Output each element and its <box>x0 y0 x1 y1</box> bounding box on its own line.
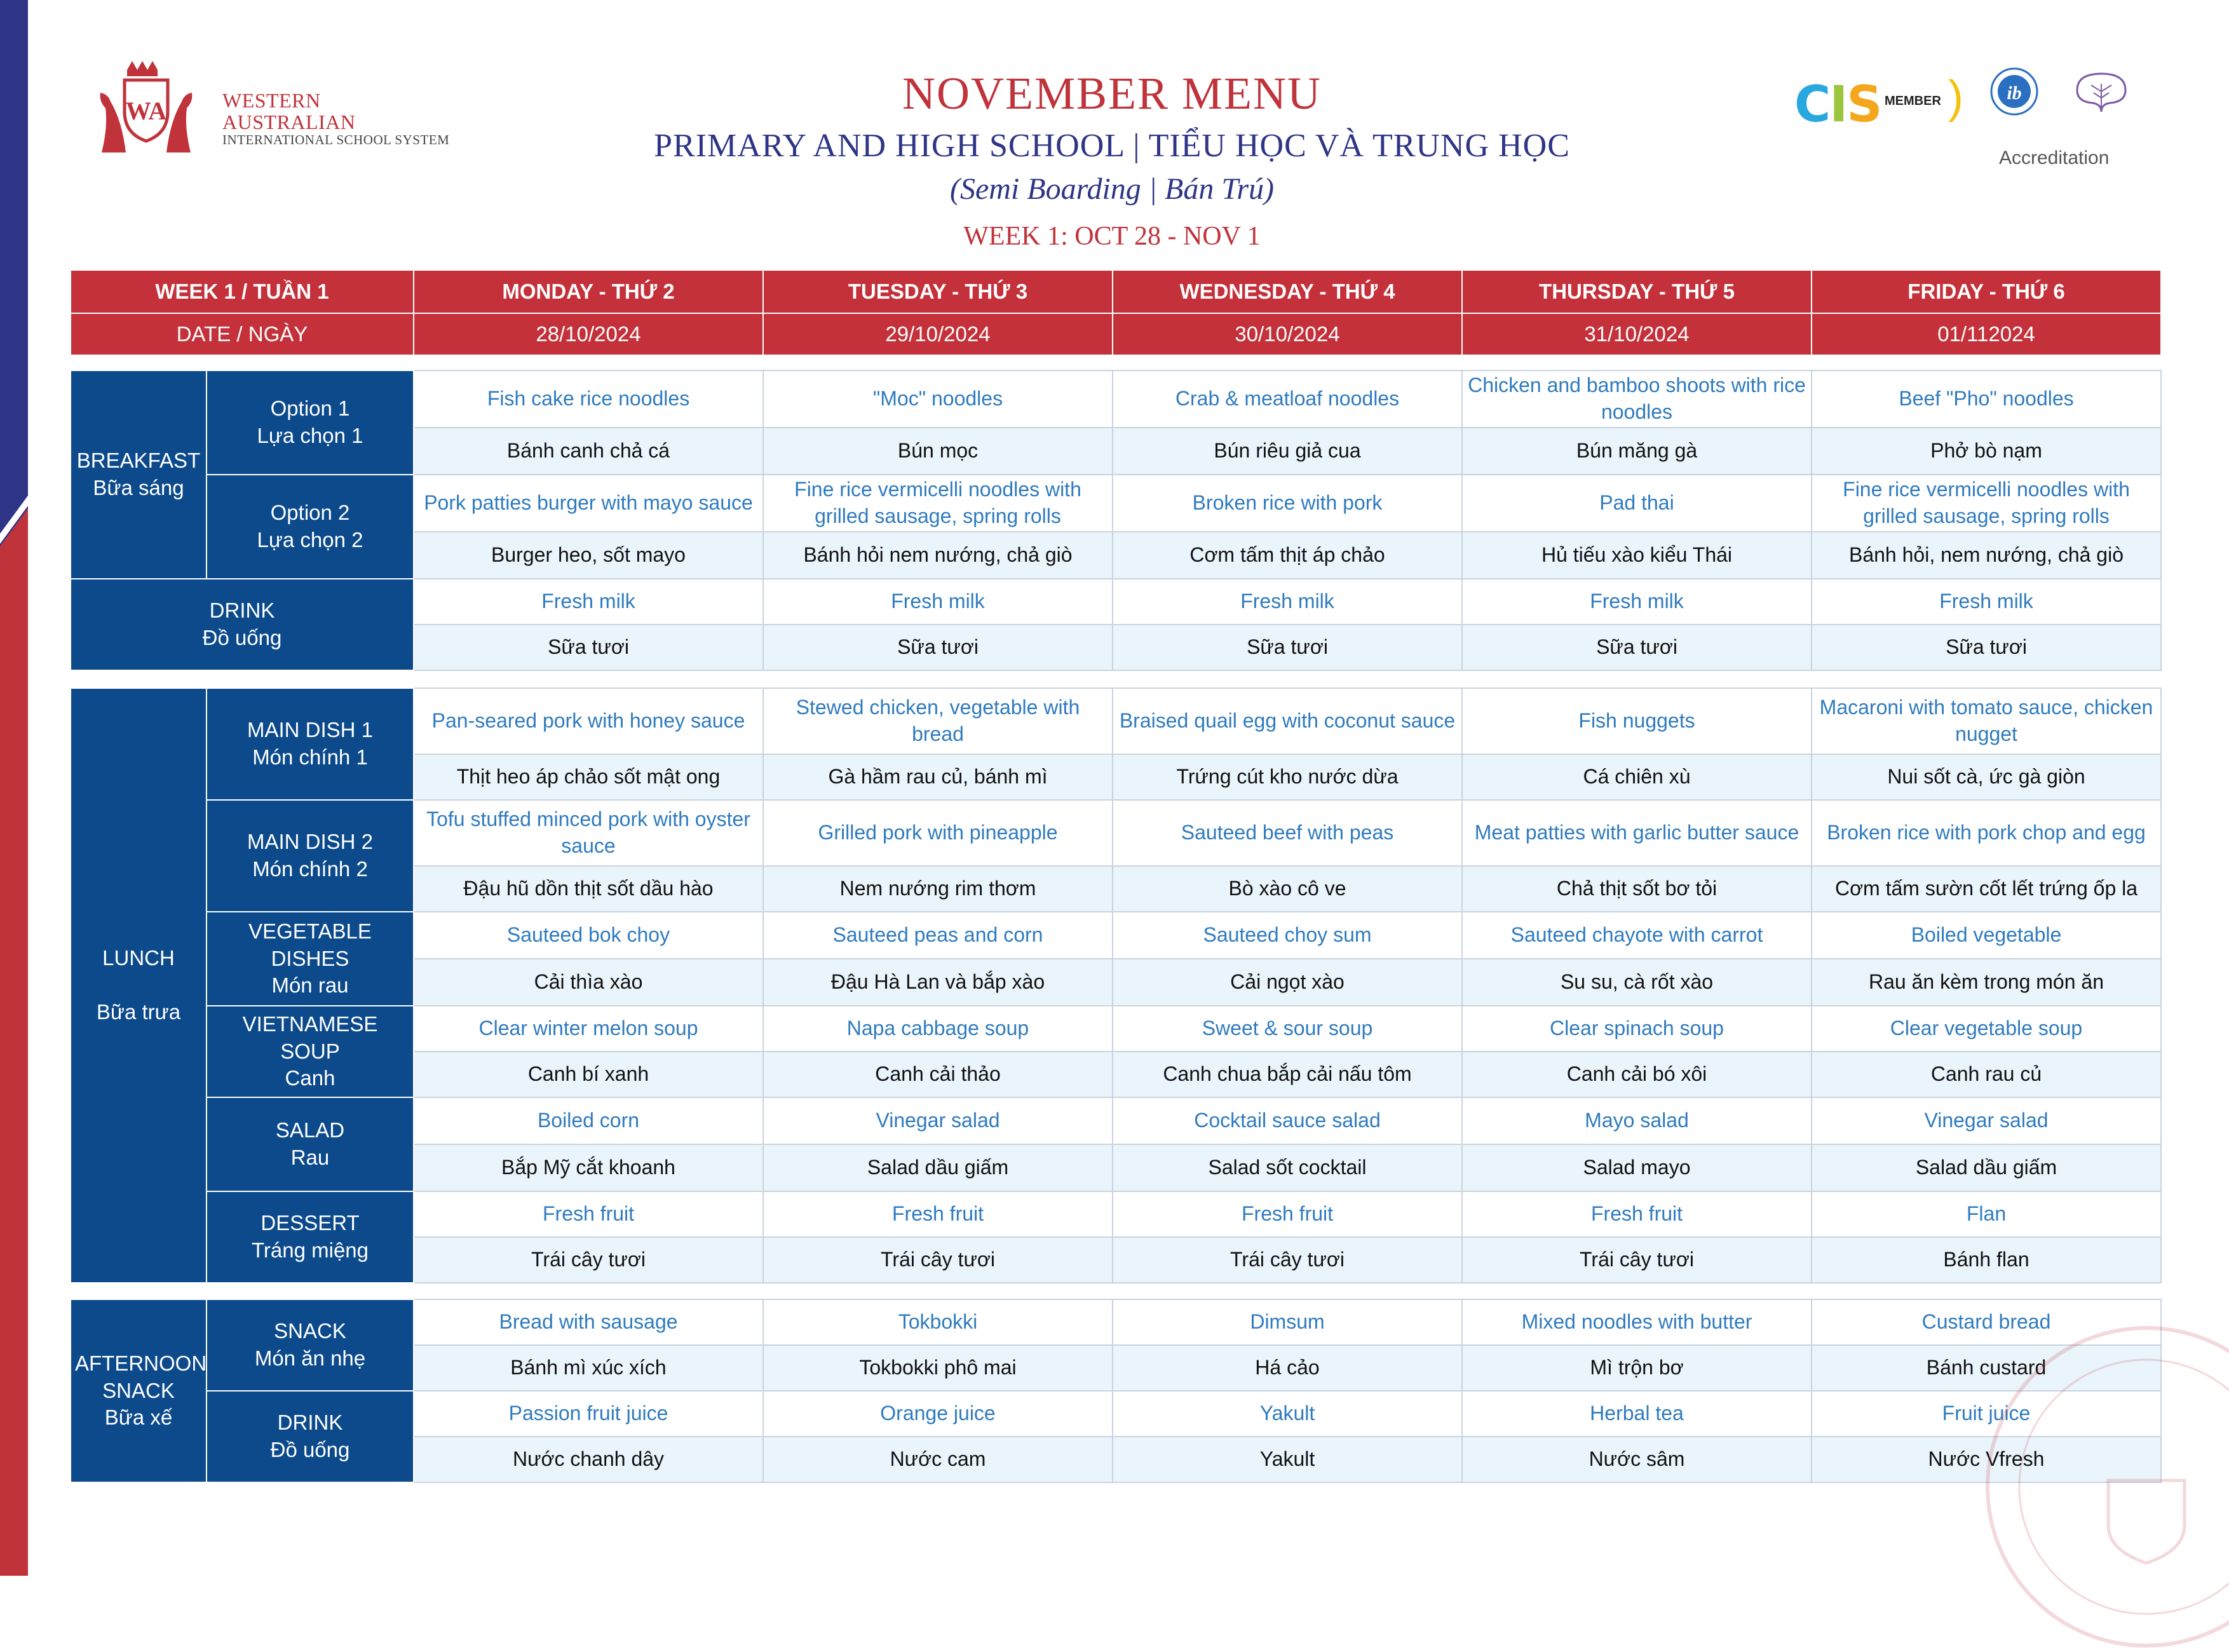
menu-cell-vi: Sữa tươi <box>1812 625 2161 670</box>
sub-label-en: SALAD <box>275 1118 345 1142</box>
menu-cell-en: Fish cake rice noodles <box>414 370 763 428</box>
sub-label-vi: Lựa chọn 1 <box>257 424 363 447</box>
table-row <box>71 800 2161 866</box>
menu-header-table <box>70 269 2162 356</box>
menu-cell-vi: Trái cây tươi <box>1462 1237 1812 1283</box>
menu-cell-vi: Sữa tươi <box>1113 625 1462 670</box>
category-label-en: AFTERNOON <box>75 1351 207 1375</box>
menu-cell-en: Fresh milk <box>1462 579 1812 625</box>
date-wednesday: 30/10/2024 <box>1113 313 1462 355</box>
menu-cell-en: Fine rice vermicelli noodles with grilled sausage, spring rolls <box>1812 475 2161 532</box>
svg-text:WA: WA <box>125 97 167 125</box>
sub-label-vi: Lựa chọn 2 <box>257 528 363 552</box>
table-row <box>71 1391 2161 1437</box>
menu-cell-vi: Canh rau củ <box>1812 1052 2161 1097</box>
afternoon-snack-table <box>70 1299 2162 1483</box>
menu-cell-vi: Nước cam <box>763 1437 1113 1482</box>
menu-cell-vi: Bún mọc <box>763 428 1113 475</box>
menu-cell-en: Braised quail egg with coconut sauce <box>1113 688 1462 754</box>
sub-label-vi: Món ăn nhẹ <box>254 1346 366 1370</box>
menu-cell-vi: Nước Vfresh <box>1812 1437 2161 1482</box>
menu-cell-vi: Bánh custard <box>1812 1345 2161 1391</box>
menu-cell-en: "Moc" noodles <box>763 370 1113 428</box>
menu-cell-vi: Tokbokki phô mai <box>763 1345 1113 1391</box>
table-row <box>71 475 2161 532</box>
snack-label <box>207 1299 414 1391</box>
menu-cell-en: Fine rice vermicelli noodles with grilled sausage, spring rolls <box>763 475 1113 532</box>
menu-cell-vi: Bánh mì xúc xích <box>414 1345 763 1391</box>
menu-cell-vi: Rau ăn kèm trong món ăn <box>1812 959 2161 1006</box>
crest-icon <box>83 57 210 159</box>
menu-cell-vi: Bún riêu giả cua <box>1113 428 1462 475</box>
menu-cell-vi: Sữa tươi <box>414 625 763 670</box>
sub-label-vi: Món chính 2 <box>252 857 368 881</box>
menu-cell-en: Pad thai <box>1462 475 1812 532</box>
sub-label-vi: Rau <box>290 1146 330 1169</box>
menu-cell-en: Orange juice <box>763 1391 1113 1437</box>
day-tuesday: TUESDAY - THỨ 3 <box>763 270 1113 313</box>
sub-label-en: MAIN DISH 1 <box>247 718 374 742</box>
menu-cell-en: Vinegar salad <box>1812 1097 2161 1144</box>
accreditation-block <box>1785 64 2141 178</box>
table-row <box>71 1299 2161 1345</box>
table-row <box>71 1097 2161 1144</box>
date-tuesday: 29/10/2024 <box>763 313 1113 355</box>
menu-cell-vi: Bò xào cô ve <box>1113 866 1462 912</box>
page-subtitle-boarding: (Semi Boarding | Bán Trú) <box>949 172 1275 206</box>
table-row <box>71 579 2161 625</box>
menu-cell-vi: Sữa tươi <box>763 625 1113 670</box>
school-name-line1: WESTERN AUSTRALIAN <box>222 89 356 133</box>
menu-cell-en: Clear vegetable soup <box>1812 1006 2161 1052</box>
menu-cell-vi: Bún măng gà <box>1462 428 1812 475</box>
menu-cell-en: Grilled pork with pineapple <box>763 800 1113 866</box>
category-label-en: BREAKFAST <box>76 449 201 473</box>
menu-cell-vi: Mì trộn bơ <box>1462 1345 1812 1391</box>
school-name-line2: INTERNATIONAL SCHOOL SYSTEM <box>222 132 450 148</box>
menu-cell-en: Fresh milk <box>414 579 763 625</box>
menu-cell-en: Sweet & sour soup <box>1113 1006 1462 1052</box>
menu-cell-vi: Bánh hỏi, nem nướng, chả giò <box>1812 532 2161 579</box>
date-thursday: 31/10/2024 <box>1462 313 1812 355</box>
menu-cell-en: Vinegar salad <box>763 1097 1113 1144</box>
menu-cell-vi: Bánh hỏi nem nướng, chả giò <box>763 532 1113 579</box>
menu-cell-vi: Đậu Hà Lan và bắp xào <box>763 959 1113 1006</box>
afternoon-drink-label <box>207 1391 414 1482</box>
menu-cell-en: Napa cabbage soup <box>763 1006 1113 1052</box>
category-label-vi: Đồ uống <box>202 626 282 649</box>
sub-label-vi: Tráng miệng <box>251 1238 369 1262</box>
week-label: WEEK 1 / TUẦN 1 <box>71 270 414 313</box>
menu-cell-vi: Phở bò nạm <box>1812 428 2161 475</box>
page-title: NOVEMBER MENU <box>902 68 1322 119</box>
sub-label-en: VEGETABLE DISHES <box>248 919 372 970</box>
sub-label-en: DRINK <box>277 1411 343 1435</box>
menu-cell-en: Bread with sausage <box>414 1299 763 1345</box>
option2-label <box>207 475 414 579</box>
day-header-row <box>71 270 2161 313</box>
menu-cell-vi: Há cảo <box>1113 1345 1462 1391</box>
menu-cell-en: Stewed chicken, vegetable with bread <box>763 688 1113 754</box>
menu-cell-vi: Cải ngọt xào <box>1113 959 1462 1006</box>
category-label-vi: Bữa sáng <box>93 476 184 499</box>
menu-cell-vi: Đậu hũ dồn thịt sốt dầu hào <box>414 866 763 912</box>
menu-cell-vi: Salad mayo <box>1462 1144 1812 1191</box>
category-label-vi: Bữa xế <box>104 1405 173 1430</box>
dessert-label <box>207 1191 414 1283</box>
date-label: DATE / NGÀY <box>71 313 414 355</box>
menu-cell-vi: Nem nướng rim thơm <box>763 866 1113 912</box>
menu-cell-en: Sauteed choy sum <box>1113 912 1462 959</box>
menu-cell-en: Cocktail sauce salad <box>1113 1097 1462 1144</box>
menu-cell-en: Broken rice with pork <box>1113 475 1462 532</box>
menu-cell-vi: Trái cây tươi <box>414 1237 763 1283</box>
sub-label-vi: Món chính 1 <box>252 745 368 769</box>
category-label-en: LUNCH <box>102 945 175 970</box>
school-logo <box>83 57 451 159</box>
menu-cell-en: Tokbokki <box>763 1299 1113 1345</box>
lunch-category <box>71 688 207 1283</box>
menu-cell-vi: Cá chiên xù <box>1462 754 1812 800</box>
menu-cell-en: Fresh milk <box>1113 579 1462 625</box>
menu-cell-vi: Thịt heo áp chảo sốt mật ong <box>414 754 763 800</box>
menu-cell-vi: Cải thìa xào <box>414 959 763 1006</box>
menu-cell-vi: Canh cải bó xôi <box>1462 1052 1812 1097</box>
menu-cell-vi: Salad dầu giấm <box>763 1144 1113 1191</box>
menu-cell-vi: Chả thịt sốt bơ tỏi <box>1462 866 1812 912</box>
menu-cell-en: Sauteed peas and corn <box>763 912 1113 959</box>
breakfast-table <box>70 370 2162 671</box>
date-monday: 28/10/2024 <box>414 313 763 355</box>
week-range: WEEK 1: OCT 28 - NOV 1 <box>963 222 1261 251</box>
cis-logo: CIS <box>1794 76 1881 133</box>
menu-cell-vi: Hủ tiếu xào kiểu Thái <box>1462 532 1812 579</box>
main-dish1-label <box>207 688 414 800</box>
menu-cell-vi: Canh chua bắp cải nấu tôm <box>1113 1052 1462 1097</box>
menu-cell-en: Tofu stuffed minced pork with oyster sauce <box>414 800 763 866</box>
menu-cell-vi: Salad sốt cocktail <box>1113 1144 1462 1191</box>
sub-label-vi: Đồ uống <box>270 1438 350 1461</box>
day-monday: MONDAY - THỨ 2 <box>414 270 763 313</box>
page-subtitle: PRIMARY AND HIGH SCHOOL | TIỂU HỌC VÀ TRUNG HỌC <box>654 128 1570 164</box>
menu-cell-en: Fresh fruit <box>1462 1191 1812 1237</box>
sub-label-vi: Món rau <box>271 973 349 998</box>
menu-cell-vi: Trứng cút kho nước dừa <box>1113 754 1462 800</box>
tree-accreditation-icon <box>2073 70 2130 114</box>
menu-cell-en: Yakult <box>1113 1391 1462 1437</box>
sub-label-en: SNACK <box>274 1319 346 1343</box>
menu-cell-en: Fruit juice <box>1812 1391 2161 1437</box>
menu-cell-vi: Cơm tấm thịt áp chảo <box>1113 532 1462 579</box>
sub-label-en: Option 1 <box>270 396 350 421</box>
menu-cell-en: Clear spinach soup <box>1462 1006 1812 1052</box>
accreditation-label: Accreditation <box>1999 147 2110 168</box>
menu-cell-vi: Bánh flan <box>1812 1237 2161 1283</box>
ib-logo-icon <box>1989 66 2040 117</box>
menu-cell-vi: Burger heo, sốt mayo <box>414 532 763 579</box>
day-friday: FRIDAY - THỨ 6 <box>1812 270 2161 313</box>
menu-cell-en: Boiled corn <box>414 1097 763 1144</box>
table-row <box>71 1006 2161 1052</box>
menu-cell-vi: Nui sốt cà, ức gà giòn <box>1812 754 2161 800</box>
menu-cell-vi: Canh bí xanh <box>414 1052 763 1097</box>
menu-cell-en: Fresh fruit <box>414 1191 763 1237</box>
menu-cell-vi: Bắp Mỹ cắt khoanh <box>414 1144 763 1191</box>
cis-member-label: MEMBER <box>1885 94 1941 108</box>
menu-cell-en: Clear winter melon soup <box>414 1006 763 1052</box>
date-header-row <box>71 313 2161 355</box>
menu-cell-vi: Bánh canh chả cá <box>414 428 763 475</box>
table-row <box>71 912 2161 959</box>
menu-cell-en: Meat patties with garlic butter sauce <box>1462 800 1812 866</box>
menu-cell-vi: Cơm tấm sườn cốt lết trứng ốp la <box>1812 866 2161 912</box>
menu-cell-en: Pork patties burger with mayo sauce <box>414 475 763 532</box>
lunch-table <box>70 687 2162 1283</box>
sub-label-en: Option 2 <box>270 501 350 525</box>
menu-cell-en: Herbal tea <box>1462 1391 1812 1437</box>
category-label-en: DRINK <box>209 599 275 623</box>
day-wednesday: WEDNESDAY - THỨ 4 <box>1113 270 1462 313</box>
menu-cell-vi: Gà hầm rau củ, bánh mì <box>763 754 1113 800</box>
sub-label-en: MAIN DISH 2 <box>247 830 374 854</box>
menu-cell-vi: Nước chanh dây <box>414 1437 763 1482</box>
menu-cell-en: Custard bread <box>1812 1299 2161 1345</box>
table-row <box>71 688 2161 754</box>
afternoon-snack-category <box>71 1299 207 1482</box>
seal-watermark-icon <box>1981 1322 2229 1652</box>
menu-cell-en: Passion fruit juice <box>414 1391 763 1437</box>
drink-category <box>71 579 414 670</box>
menu-cell-vi: Su su, cà rốt xào <box>1462 959 1812 1006</box>
breakfast-category <box>71 370 207 579</box>
menu-cell-en: Flan <box>1812 1191 2161 1237</box>
vietnamese-soup-label <box>207 1006 414 1097</box>
menu-cell-en: Pan-seared pork with honey sauce <box>414 688 763 754</box>
table-row <box>71 1191 2161 1237</box>
menu-cell-en: Sauteed chayote with carrot <box>1462 912 1812 959</box>
svg-text:ib: ib <box>2007 83 2022 104</box>
date-friday: 01/112024 <box>1812 313 2161 355</box>
menu-cell-vi: Yakult <box>1113 1437 1462 1482</box>
salad-label <box>207 1097 414 1191</box>
sub-label-en: VIETNAMESE SOUP <box>242 1012 378 1063</box>
menu-cell-en: Boiled vegetable <box>1812 912 2161 959</box>
sub-label-vi: Canh <box>285 1066 335 1090</box>
menu-cell-en: Sauteed bok choy <box>414 912 763 959</box>
cis-bracket-icon: ) <box>1948 72 1963 123</box>
menu-cell-en: Mayo salad <box>1462 1097 1812 1144</box>
menu-cell-en: Fresh milk <box>763 579 1113 625</box>
menu-cell-en: Crab & meatloaf noodles <box>1113 370 1462 428</box>
main-dish2-label <box>207 800 414 912</box>
menu-cell-vi: Nước sâm <box>1462 1437 1812 1482</box>
menu-cell-vi: Trái cây tươi <box>1113 1237 1462 1283</box>
sub-label-en: DESSERT <box>261 1211 360 1235</box>
menu-cell-en: Macaroni with tomato sauce, chicken nugget <box>1812 688 2161 754</box>
menu-cell-vi: Canh cải thảo <box>763 1052 1113 1097</box>
menu-cell-vi: Salad dầu giấm <box>1812 1144 2161 1191</box>
option1-label <box>207 370 414 475</box>
menu-cell-en: Sauteed beef with peas <box>1113 800 1462 866</box>
menu-cell-en: Fresh milk <box>1812 579 2161 625</box>
menu-cell-en: Broken rice with pork chop and egg <box>1812 800 2161 866</box>
day-thursday: THURSDAY - THỨ 5 <box>1462 270 1812 313</box>
table-row <box>71 370 2161 428</box>
category-label-vi: Bữa trưa <box>96 1000 181 1024</box>
menu-cell-en: Fresh fruit <box>1113 1191 1462 1237</box>
menu-cell-vi: Trái cây tươi <box>763 1237 1113 1283</box>
menu-cell-en: Dimsum <box>1113 1299 1462 1345</box>
menu-cell-en: Mixed noodles with butter <box>1462 1299 1812 1345</box>
menu-cell-vi: Sữa tươi <box>1462 625 1812 670</box>
category-label-en2: SNACK <box>102 1378 175 1402</box>
menu-cell-en: Fresh fruit <box>763 1191 1113 1237</box>
vegetable-dishes-label <box>207 912 414 1006</box>
menu-cell-en: Chicken and bamboo shoots with rice noodles <box>1462 370 1812 428</box>
menu-cell-en: Beef "Pho" noodles <box>1812 370 2161 428</box>
menu-cell-en: Fish nuggets <box>1462 688 1812 754</box>
